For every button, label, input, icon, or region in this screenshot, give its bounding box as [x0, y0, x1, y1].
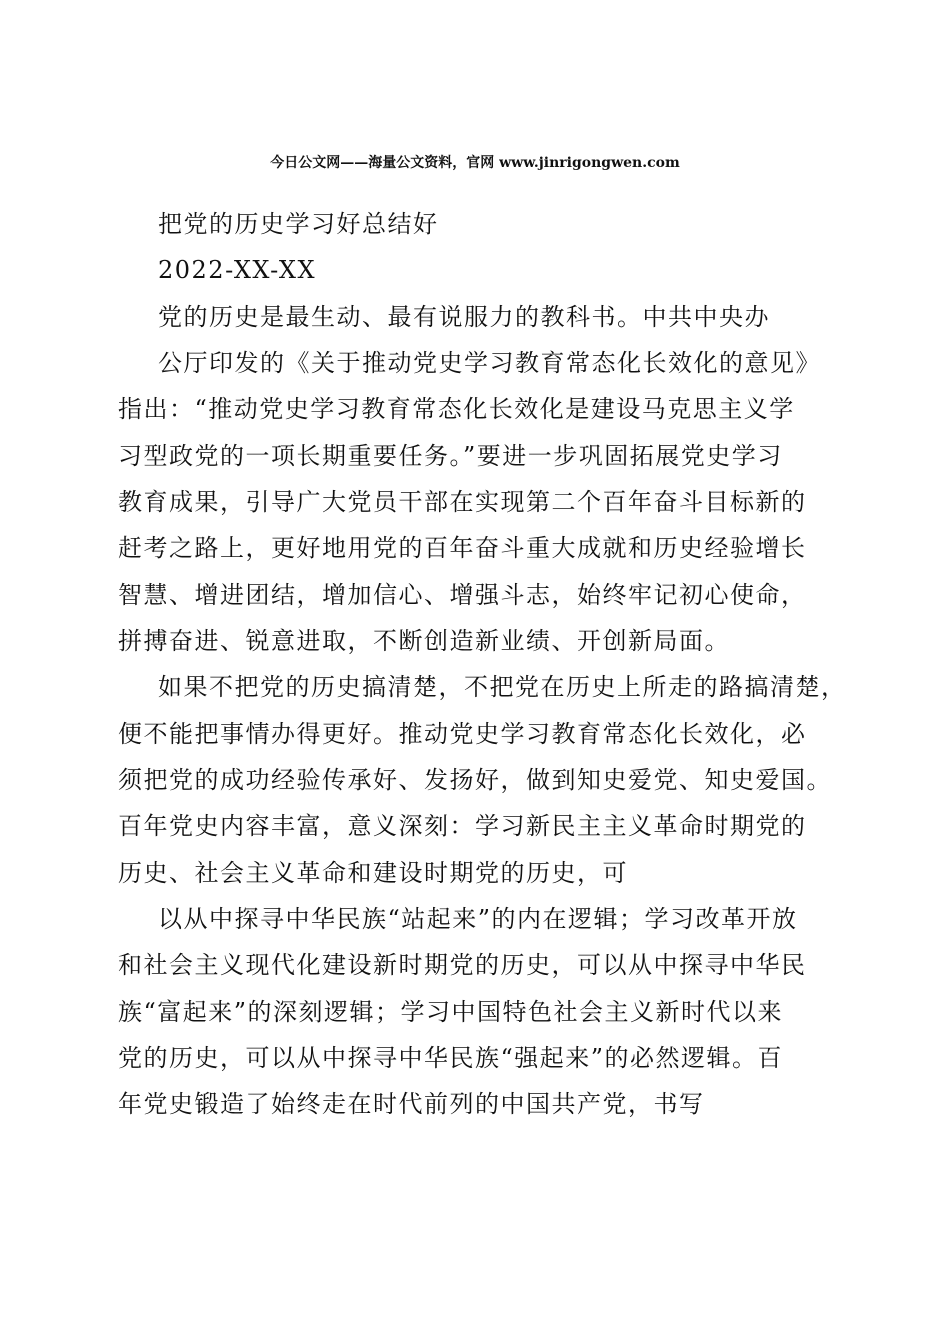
text-line: 教育成果，引导广大党员干部在实现第二个百年奋斗目标新的 — [118, 488, 807, 516]
text-line: 赶考之路上，更好地用党的百年奋斗重大成就和历史经验增长 — [118, 534, 807, 562]
text-line: 和社会主义现代化建设新时期党的历史，可以从中探寻中华民 — [118, 951, 807, 979]
text-line: 习型政党的一项长期重要任务。”要进一步巩固拓展党史学习 — [118, 442, 783, 470]
text-line: 党的历史，可以从中探寻中华民族“强起来”的必然逻辑。百 — [118, 1044, 784, 1072]
text-line: 智慧、增进团结，增加信心、增强斗志，始终牢记初心使命， — [118, 581, 807, 609]
site-header: 今日公文网——海量公文资料，官网 www.jinrigongwen.com — [270, 155, 680, 171]
document-date: 2022-XX-XX — [158, 256, 317, 284]
text-line: 须把党的成功经验传承好、发扬好，做到知史爱党、知史爱国。 — [118, 766, 832, 794]
text-line: 公厅印发的《关于推动党史学习教育常态化长效化的意见》 — [158, 349, 821, 377]
text-line: 指出：“推动党史学习教育常态化长效化是建设马克思主义学 — [118, 395, 795, 423]
text-line: 拼搏奋进、锐意进取，不断创造新业绩、开创新局面。 — [118, 627, 730, 655]
text-line: 年党史锻造了始终走在时代前列的中国共产党，书写 — [118, 1090, 705, 1118]
text-line: 党的历史是最生动、最有说服力的教科书。中共中央办 — [158, 303, 770, 331]
text-line: 便不能把事情办得更好。推动党史学习教育常态化长效化，必 — [118, 720, 807, 748]
text-line: 百年党史内容丰富，意义深刻：学习新民主主义革命时期党的 — [118, 812, 807, 840]
text-line: 以从中探寻中华民族“站起来”的内在逻辑；学习改革开放 — [158, 905, 798, 933]
text-line: 历史、社会主义革命和建设时期党的历史，可 — [118, 859, 628, 887]
text-line: 如果不把党的历史搞清楚，不把党在历史上所走的路搞清楚， — [158, 673, 847, 701]
text-line: 族“富起来”的深刻逻辑；学习中国特色社会主义新时代以来 — [118, 998, 784, 1026]
document-title: 把党的历史学习好总结好 — [158, 210, 439, 238]
